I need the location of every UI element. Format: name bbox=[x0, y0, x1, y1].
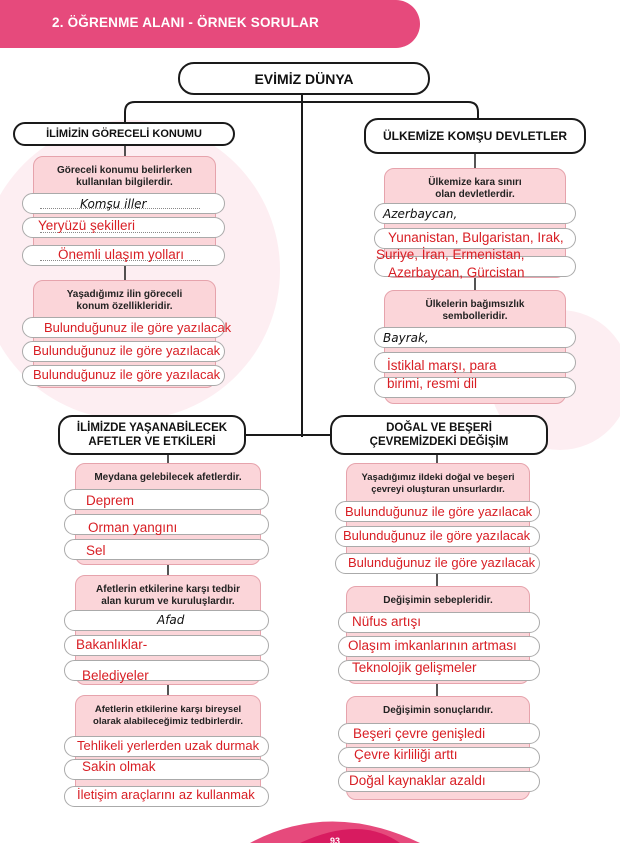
prompt-line: Yaşadığımız ildeki doğal ve beşeri bbox=[361, 472, 515, 483]
prompt-line: sembolleridir. bbox=[442, 311, 508, 322]
answer-text: Bulunduğunuz ile göre yazılacak bbox=[33, 343, 221, 358]
answer-text: İletişim araçlarını az kullanmak bbox=[77, 787, 255, 802]
category-relative-location bbox=[13, 122, 235, 146]
category-neighbor-countries bbox=[364, 118, 586, 154]
prompt-line: olan devletlerdir. bbox=[435, 189, 515, 200]
prompt-line: alan kurum ve kuruluşlardır. bbox=[101, 596, 235, 607]
prompt-line: konum özellikleridir. bbox=[76, 301, 173, 312]
category-environment-change bbox=[330, 415, 548, 455]
page-number: 93 bbox=[330, 836, 341, 846]
answer-text: Tehlikeli yerlerden uzak durmak bbox=[77, 738, 260, 753]
root-node bbox=[178, 62, 430, 95]
prompt-line: Göreceli konumu belirlerken bbox=[56, 165, 193, 176]
answer-text: Teknolojik gelişmeler bbox=[352, 660, 477, 675]
answer-text: Olaşım imkanlarının artması bbox=[348, 638, 517, 653]
prompt-line: Değişimin sebepleridir. bbox=[383, 595, 493, 606]
answer-text: Beşeri çevre genişledi bbox=[353, 726, 486, 741]
root-title: EVİMİZ DÜNYA bbox=[254, 70, 354, 87]
prompt-line: çevreyi oluşturan unsurlardır. bbox=[371, 484, 505, 495]
prompt-line: Yaşadığımız ilin göreceli bbox=[66, 289, 183, 300]
answer-text: Azerbaycan, bbox=[383, 207, 458, 221]
prompt-line: olarak alabileceğimiz tedbirlerdir. bbox=[93, 716, 243, 727]
answer-text: Yeryüzü şekilleri bbox=[38, 218, 136, 233]
category-label-line1: İLİMİZDE YAŞANABİLECEK bbox=[76, 422, 228, 434]
answer-text: İstiklal marşı, para bbox=[387, 358, 497, 373]
category-label-line2: AFETLER VE ETKİLERİ bbox=[88, 436, 216, 448]
category-disasters bbox=[58, 415, 246, 455]
prompt-line: Meydana gelebilecek afetlerdir. bbox=[94, 472, 242, 483]
category-label-line2: ÇEVREMİZDEKİ DEĞİŞİM bbox=[369, 436, 509, 448]
header-bar bbox=[0, 0, 420, 48]
prompt-line: kullanılan bilgilerdir. bbox=[76, 177, 173, 188]
answer-text: Bulunduğunuz ile göre yazılacak bbox=[33, 367, 221, 382]
answer-text: Bakanlıklar- bbox=[76, 637, 148, 652]
answer-text: Belediyeler bbox=[82, 668, 149, 683]
answer-text: Bulunduğunuz ile göre yazılacak bbox=[343, 528, 531, 543]
prompt-line: Ülkelerin bağımsızlık bbox=[425, 299, 525, 310]
answer-text: Deprem bbox=[86, 493, 135, 508]
answer-text: Çevre kirliliği arttı bbox=[354, 747, 458, 762]
answer-text: Komşu iller bbox=[80, 197, 147, 211]
answer-text: Nüfus artışı bbox=[352, 614, 422, 629]
answer-text: Doğal kaynaklar azaldı bbox=[349, 773, 486, 788]
answer-text: Yunanistan, Bulgaristan, Irak, bbox=[388, 230, 564, 245]
category-label: İLİMİZİN GÖRECELİ KONUMU bbox=[46, 128, 202, 140]
answer-text: Azerbaycan, Gürcistan bbox=[388, 265, 525, 280]
page-title: 2. ÖĞRENME ALANI - ÖRNEK SORULAR bbox=[52, 15, 319, 30]
answer-text: Suriye, İran, Ermenistan, bbox=[376, 247, 525, 262]
answer-text: Orman yangını bbox=[88, 520, 178, 535]
answer-text: Bulunduğunuz ile göre yazılacak bbox=[44, 320, 232, 335]
answer-text: birimi, resmi dil bbox=[387, 376, 478, 391]
prompt-line: Afetlerin etkilerine karşı bireysel bbox=[94, 704, 242, 715]
answer-text: Sel bbox=[86, 543, 106, 558]
answer-text: Afad bbox=[157, 613, 185, 627]
prompt-line: Değişimin sonuçlarıdır. bbox=[382, 705, 494, 716]
answer-text: Önemli ulaşım yolları bbox=[58, 247, 185, 262]
answer-text: Bulunduğunuz ile göre yazılacak bbox=[348, 555, 536, 570]
answer-text: Bulunduğunuz ile göre yazılacak bbox=[345, 504, 533, 519]
answer-text: Sakin olmak bbox=[82, 759, 156, 774]
category-label: ÜLKEMİZE KOMŞU DEVLETLER bbox=[382, 129, 567, 143]
prompt-line: Afetlerin etkilerine karşı tedbir bbox=[96, 584, 240, 595]
answer-text: Bayrak, bbox=[383, 331, 429, 345]
prompt-line: Ülkemize kara sınırı bbox=[428, 177, 522, 188]
category-label-line1: DOĞAL VE BEŞERİ bbox=[386, 422, 492, 434]
